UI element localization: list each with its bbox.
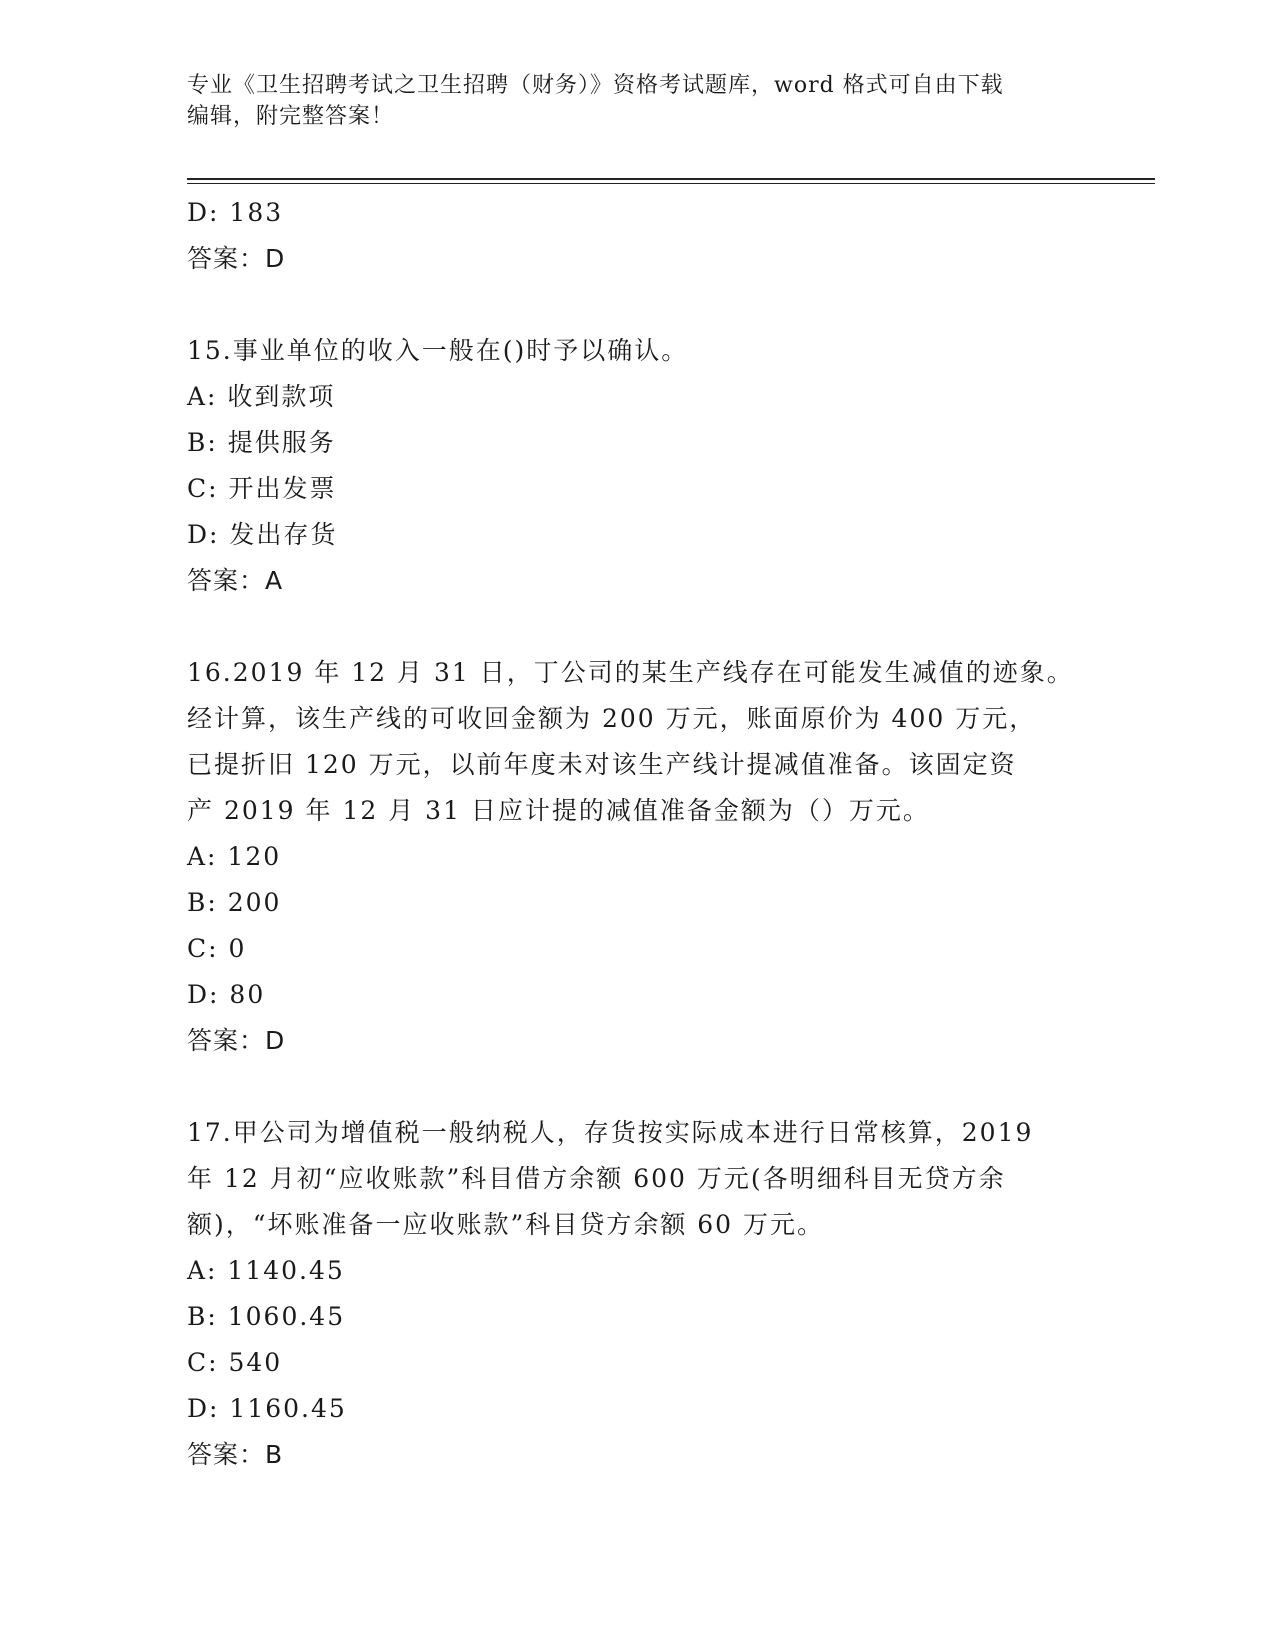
q15-answer: 答案：A [187, 566, 284, 595]
q16-question [187, 650, 1087, 834]
q17-question [187, 1110, 1087, 1248]
q15-option-a: A: 收到款项 [187, 382, 336, 411]
q16-question-line: 已提折旧 120 万元，以前年度未对该生产线计提减值准备。该固定资 [187, 750, 1017, 779]
q16-answer: 答案：D [187, 1026, 286, 1055]
q16-option-c: C: 0 [187, 934, 247, 963]
q17-question-line: 额)，“坏账准备一应收账款”科目贷方余额 60 万元。 [187, 1210, 825, 1239]
q16-question-line: 产 2019 年 12 月 31 日应计提的减值准备金额为（）万元。 [187, 796, 930, 825]
q16-question-line: 经计算，该生产线的可收回金额为 200 万元，账面原价为 400 万元， [187, 704, 1037, 733]
q15-option-b: B: 提供服务 [187, 428, 336, 457]
spacer [187, 282, 1087, 328]
q16-option-d: D: 80 [187, 980, 266, 1009]
q14-answer: 答案：D [187, 244, 286, 273]
q17-option-a: A: 1140.45 [187, 1256, 345, 1285]
header-line-1: 专业《卫生招聘考试之卫生招聘（财务）》资格考试题库，word 格式可自由下载 [187, 73, 1004, 98]
spacer [187, 1064, 1087, 1110]
document-header [187, 70, 1087, 132]
q14-option-d: D: 183 [187, 198, 284, 227]
header-divider-thin [187, 183, 1155, 184]
document-body [187, 190, 1087, 1478]
q16-option-a: A: 120 [187, 842, 282, 871]
header-line-2: 编辑，附完整答案！ [187, 104, 395, 129]
q17-option-d: D: 1160.45 [187, 1394, 347, 1423]
q17-option-c: C: 540 [187, 1348, 283, 1377]
q17-answer: 答案：B [187, 1440, 284, 1469]
spacer [187, 604, 1087, 650]
q15-option-c: C: 开出发票 [187, 474, 337, 503]
q17-question-line: 年 12 月初“应收账款”科目借方余额 600 万元(各明细科目无贷方余 [187, 1164, 1006, 1193]
q15-option-d: D: 发出存货 [187, 520, 338, 549]
q16-option-b: B: 200 [187, 888, 282, 917]
header-divider-thick [187, 178, 1155, 180]
q15-question: 15.事业单位的收入一般在()时予以确认。 [187, 336, 689, 365]
q17-question-line: 17.甲公司为增值税一般纳税人，存货按实际成本进行日常核算，2019 [187, 1118, 1034, 1147]
q17-option-b: B: 1060.45 [187, 1302, 346, 1331]
q16-question-line: 16.2019 年 12 月 31 日，丁公司的某生产线存在可能发生减值的迹象。 [187, 658, 1074, 687]
